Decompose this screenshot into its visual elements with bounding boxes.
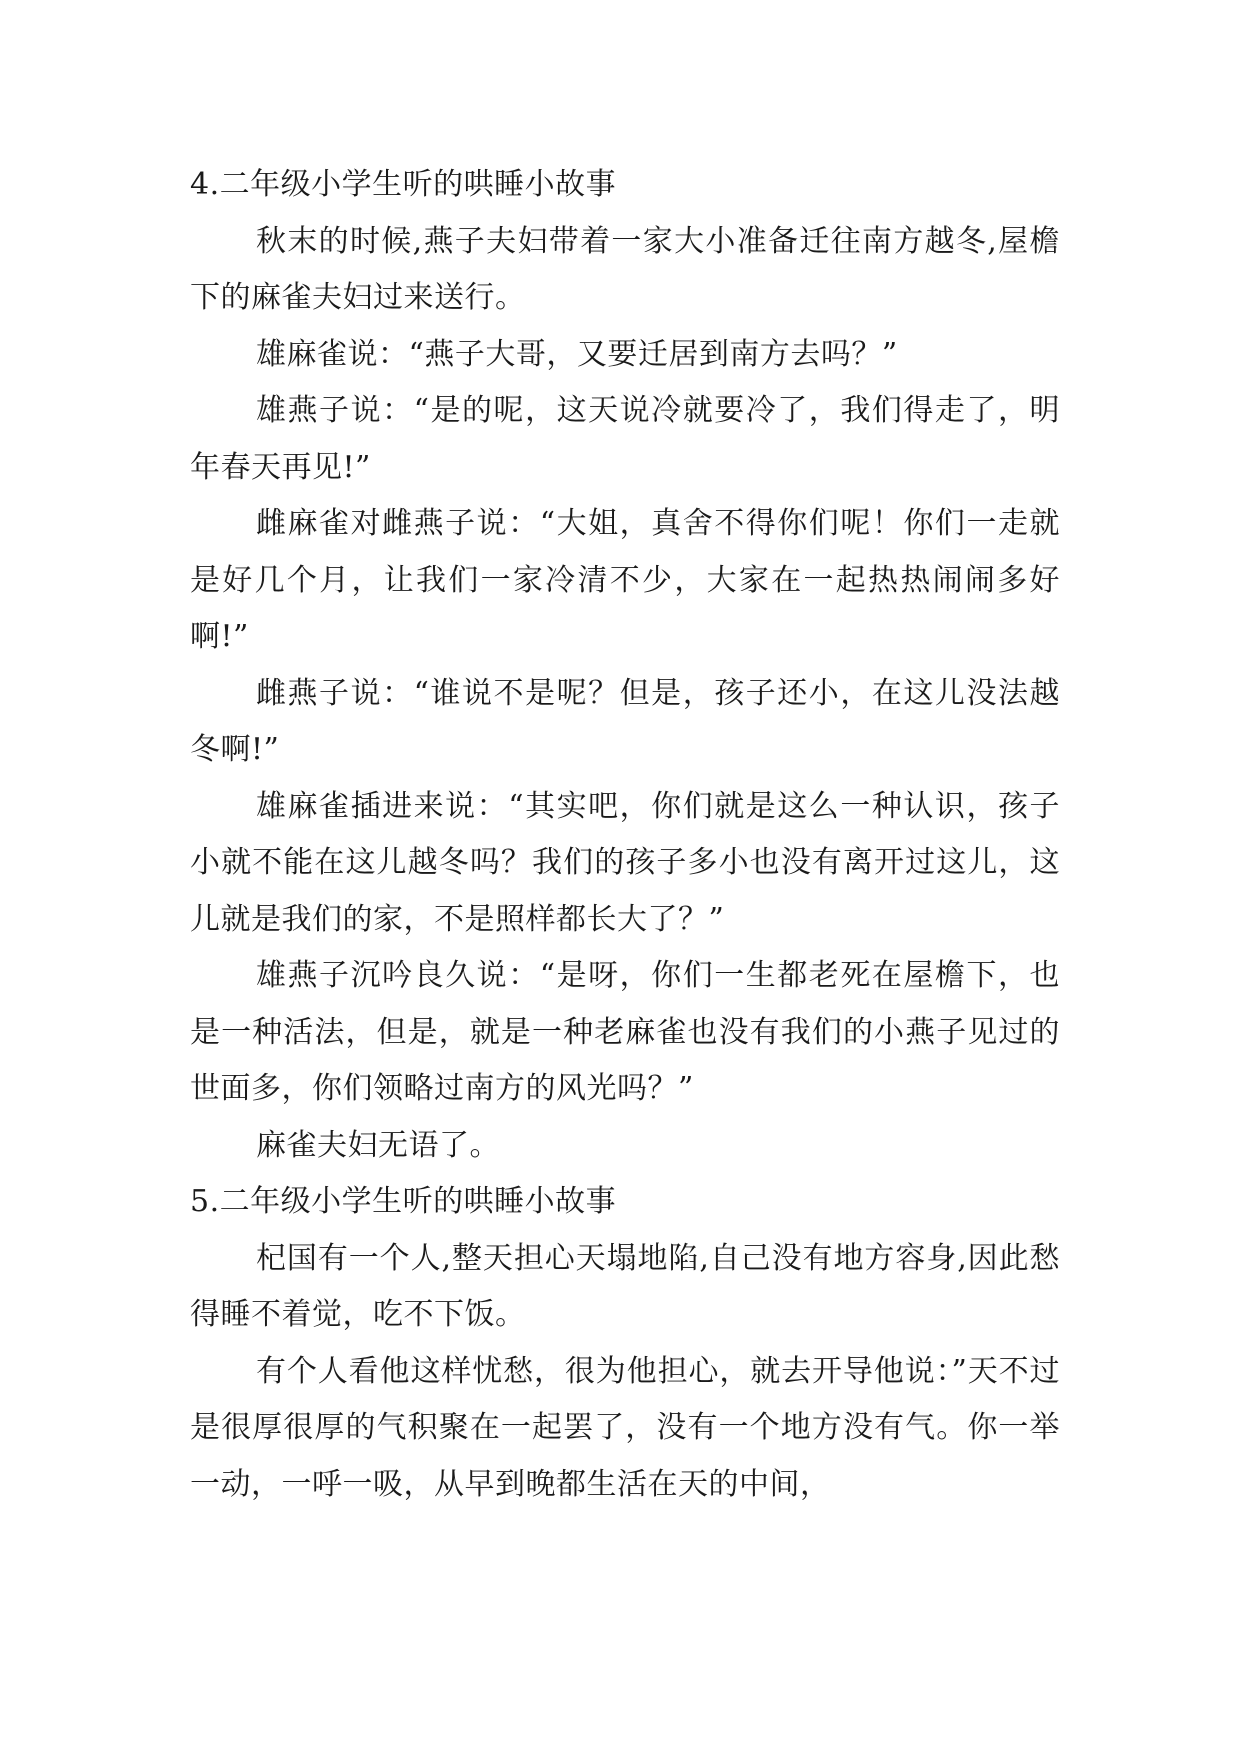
paragraph: 雄麻雀插进来说：“其实吧，你们就是这么一种认识，孩子小就不能在这儿越冬吗？我们的孩子多小也没有离开过这儿，这儿就是我们的家，不是照样都长大了？”	[190, 788, 1060, 937]
paragraph: 雄麻雀说：“燕子大哥，又要迁居到南方去吗？”	[256, 336, 898, 372]
paragraph: 麻雀夫妇无语了。	[256, 1127, 500, 1163]
paragraph: 雄燕子说：“是的呢，这天说冷就要冷了，我们得走了，明年春天再见!”	[190, 393, 1060, 485]
section-heading: 4.二年级小学生听的哄睡小故事	[190, 167, 617, 202]
story-section-5	[190, 1174, 1060, 1513]
paragraph: 有个人看他这样忧愁，很为他担心，就去开导他说：”天不过是很厚很厚的气积聚在一起罢了，没有一个地方没有气。你一举一动，一呼一吸，从早到晚都生活在天的中间，	[190, 1353, 1060, 1502]
section-heading: 5.二年级小学生听的哄睡小故事	[190, 1184, 617, 1219]
paragraph: 雌麻雀对雌燕子说：“大姐，真舍不得你们呢！你们一走就是好几个月，让我们一家冷清不少，大家在一起热热闹闹多好啊!”	[190, 506, 1060, 654]
paragraph: 杞国有一个人,整天担心天塌地陷,自己没有地方容身,因此愁得睡不着觉，吃不下饭。	[190, 1240, 1060, 1332]
document-body	[190, 157, 1060, 1513]
paragraph: 秋末的时候,燕子夫妇带着一家大小准备迁往南方越冬,屋檐下的麻雀夫妇过来送行。	[190, 223, 1060, 315]
paragraph: 雌燕子说：“谁说不是呢？但是，孩子还小，在这儿没法越冬啊!”	[190, 675, 1060, 767]
paragraph: 雄燕子沉吟良久说：“是呀，你们一生都老死在屋檐下，也是一种活法，但是，就是一种老麻雀也没有我们的小燕子见过的世面多，你们领略过南方的风光吗？”	[190, 958, 1060, 1106]
story-section-4	[190, 157, 1060, 1174]
